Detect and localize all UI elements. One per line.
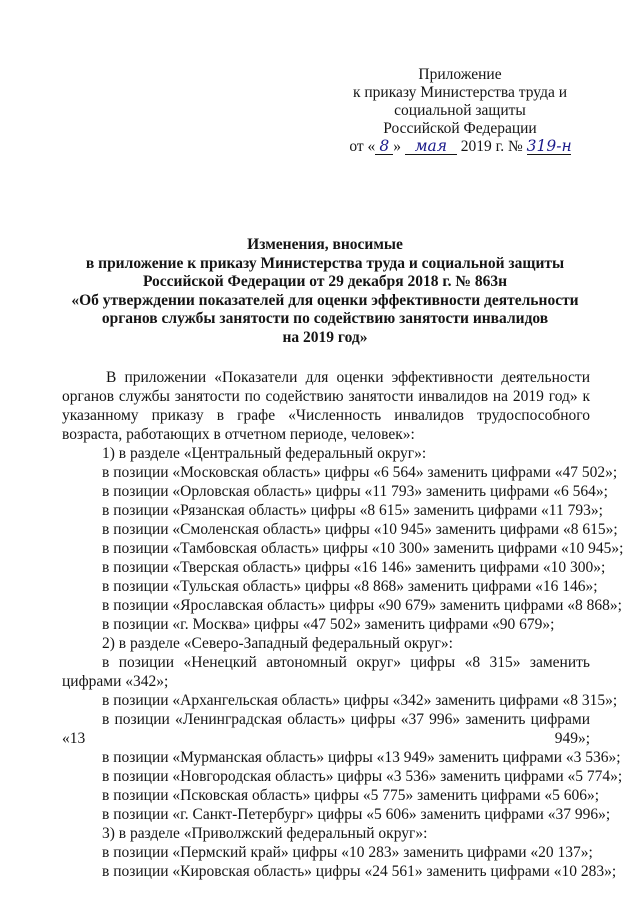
- title-line: органов службы занятости по содействию занятости инвалидов: [101, 310, 549, 328]
- list-item: в позиции «Тульская область» цифры «8 868» заменить цифрами «16 146»;: [102, 578, 598, 595]
- appendix-date-line: [340, 138, 580, 156]
- list-item: в позиции «Ярославская область» цифры «90 679» заменить цифрами «8 868»;: [102, 597, 622, 614]
- list-item: в позиции «г. Санкт-Петербург» цифры «5 606» заменить цифрами «37 996»;: [102, 806, 611, 823]
- date-year: 2019 г. №: [460, 138, 523, 155]
- list-item: в позиции «Ненецкий автономный округ» цифры «8 315» заменить цифрами «342»;: [62, 654, 590, 690]
- list-item: в позиции «Смоленская область» цифры «10 945» заменить цифрами «8 615»;: [102, 521, 618, 538]
- list-item: в позиции «Пермский край» цифры «10 283» заменить цифрами «20 137»;: [102, 844, 593, 861]
- list-item: в позиции «Орловская область» цифры «11 793» заменить цифрами «6 564»;: [102, 483, 608, 500]
- handwritten-month: мая: [405, 139, 457, 155]
- intro-paragraph: В приложении «Показатели для оценки эффективности деятельности органов службы занятости по содействию занятости инвалидов на 2019 год» к указанному приказу в графе «Численность инвалидов трудоспособного возраста, работающих в отчетном периоде, человек»:: [62, 369, 590, 443]
- title-line: Изменения, вносимые: [247, 236, 403, 253]
- document-body: [62, 368, 624, 881]
- amendment-list: [62, 444, 624, 881]
- list-item: 2) в разделе «Северо-Западный федеральный округ»:: [102, 635, 453, 652]
- date-prefix: от «: [349, 138, 376, 155]
- list-item: в позиции «Мурманская область» цифры «13 949» заменить цифрами «3 536»;: [102, 749, 621, 766]
- list-item: в позиции «Новгородская область» цифры «3 536» заменить цифрами «5 774»;: [102, 768, 623, 785]
- document-title: [60, 236, 590, 348]
- appendix-title: Приложение: [418, 66, 502, 83]
- appendix-federation: Российской Федерации: [383, 120, 537, 137]
- list-item: в позиции «Псковская область» цифры «5 775» заменить цифрами «5 606»;: [102, 787, 600, 804]
- title-line: Российской Федерации от 29 декабря 2018 г. № 863н: [142, 273, 508, 291]
- appendix-ministry: социальной защиты: [394, 102, 526, 119]
- list-item: в позиции «г. Москва» цифры «47 502» заменить цифрами «90 679»;: [102, 616, 555, 633]
- appendix-header: [340, 66, 580, 156]
- list-item: в позиции «Кировская область» цифры «24 561» заменить цифрами «10 283»;: [102, 863, 617, 880]
- title-line: на 2019 год»: [282, 328, 368, 346]
- list-item: в позиции «Тамбовская область» цифры «10 300» заменить цифрами «10 945»;: [102, 540, 624, 557]
- date-mid: »: [393, 138, 402, 155]
- list-item: в позиции «Московская область» цифры «6 564» заменить цифрами «47 502»;: [102, 464, 618, 481]
- appendix-order-ref: к приказу Министерства труда и: [352, 84, 568, 101]
- list-item: 1) в разделе «Центральный федеральный округ»:: [102, 445, 427, 462]
- title-line: «Об утверждении показателей для оценки эффективности деятельности: [71, 291, 579, 309]
- list-item: в позиции «Тверская область» цифры «16 146» заменить цифрами «10 300»;: [102, 559, 606, 576]
- handwritten-order-number: 319-н: [526, 137, 572, 155]
- list-item: в позиции «Ленинградская область» цифры «37 996» заменить цифрами «13 949»;: [62, 711, 590, 747]
- list-item: в позиции «Рязанская область» цифры «8 615» заменить цифрами «11 793»;: [102, 502, 603, 519]
- list-item: 3) в разделе «Приволжский федеральный округ»:: [102, 825, 428, 842]
- list-item: в позиции «Архангельская область» цифры «342» заменить цифрами «8 315»;: [102, 692, 618, 709]
- handwritten-day: 8: [375, 139, 393, 155]
- title-line: в приложение к приказу Министерства труда и социальной защиты: [85, 254, 565, 272]
